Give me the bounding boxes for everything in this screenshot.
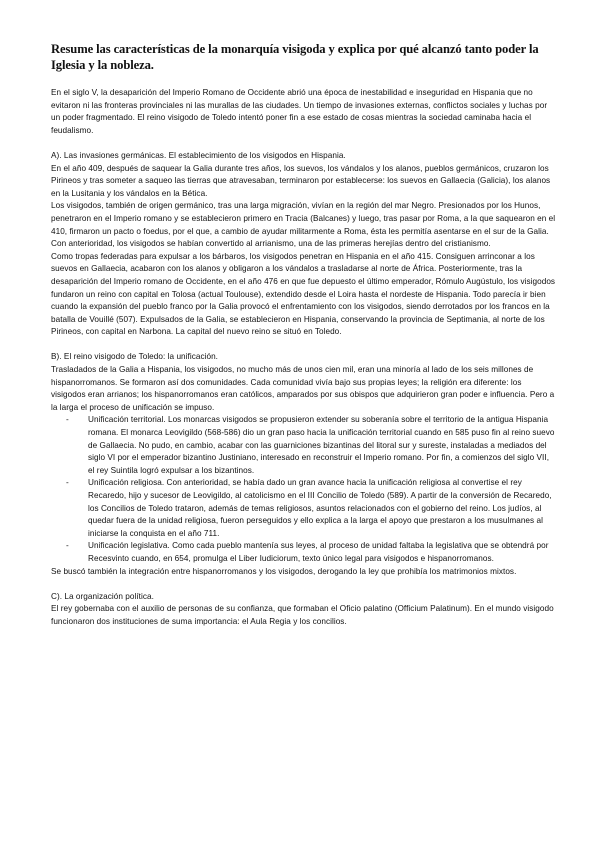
section-b-closing: Se buscó también la integración entre hispanorromanos y los visigodos, derogando la ley que prohibía los matrimonios mixtos. [51, 566, 517, 576]
bullet-dash: - [66, 478, 69, 488]
section-a-paragraph: Como tropas federadas para expulsar a los bárbaros, los visigodos penetran en Hispania en el año 415. Consiguen arrinconar a los suevos en Gallaecia, acabaron con los alanos y obligaron a los vándalos a trasladarse al norte de África. Posteriormente, tras la desaparición del Imperio romano de Occidente, en el año 476 en que fue depuesto el último emperador, Rómulo Augústulo, los visigodos fundaron un reino con capital en Tolosa (actual Toulouse), extendido desde el Loira hasta el nordeste de Hispania. Todo parecía ir bien cuando la expansión del pueblo franco por la Galia provocó el enfrentamiento con los visigodos, siendo derrotados por los francos en la batalla de Vouillé (507). Expulsados de la Galia, se establecieron en Hispania, conservando la provincia de Septimania, al norte de los Pirineos, con capital en Narbona. La capital del nuevo reino se situó en Toledo. [51, 251, 556, 337]
intro-paragraph: En el siglo V, la desaparición del Imperio Romano de Occidente abrió una época de inestabilidad e inseguridad en Hispania que no evitaron ni las fronteras provinciales ni las murallas de las ciudades. Un tiempo de invasiones externas, conflictos sociales y luchas por un poder fragmentado. El reino visigodo de Toledo intentó poner fin a ese estado de cosas mientras la sociedad caminaba hacia el feudalismo. [51, 88, 548, 135]
bullet-text: Unificación territorial. Los monarcas visigodos se propusieron extender su soberanía sobre el territorio de la antigua Hispania romana. El monarca Leovigildo (568-586) dio un gran paso hacia la unificación territorial cuando en 585 puso fin al reino suevo de Gallaecia. No pudo, en cambio, acabar con las guarniciones bizantinas del litoral sur y sureste, instaladas a mediados del siglo VI por el emperador bizantino Justiniano, interesado en reconstruir el Imperio romano. Por fin, a comienzos del siglo VII, el rey Suintila logró expulsar a los bizantinos. [88, 415, 555, 475]
document-body [51, 87, 557, 629]
list-item [51, 414, 557, 477]
list-item [51, 540, 557, 565]
list-item [51, 477, 557, 540]
section-c-heading: C). La organización política. [51, 591, 154, 601]
spacer [51, 137, 557, 150]
unification-list [51, 414, 557, 565]
section-a-paragraph: En el año 409, después de saquear la Galia durante tres años, los suevos, los vándalos y los alanos, pueblos germánicos, cruzaron los Pirineos y tras someter a saqueo las tierras que atravesaban, terminaron por establecerse: los suevos en Gallaecia (Galicia), los alanos en la Lusitania y los vándalos en la Bética. [51, 163, 551, 198]
bullet-dash: - [66, 415, 69, 425]
bullet-dash: - [66, 541, 69, 551]
section-c-paragraph: El rey gobernaba con el auxilio de personas de su confianza, que formaban el Oficio palatino (Officium Palatinum). En el mundo visigodo funcionaron dos instituciones de suma importancia: el Aula Regia y los concilios. [51, 604, 554, 626]
section-b-heading: B). El reino visigodo de Toledo: la unificación. [51, 352, 219, 362]
section-a-paragraph: Los visigodos, también de origen germánico, tras una larga migración, vivían en la región del mar Negro. Presionados por los Hunos, penetraron en el Imperio romano y se establecieron primero en Tracia (Balcanes) y luego, tras pasar por Roma, a la que saquearon en el 410, firmaron un pacto o foedus, por el que, a cambio de ayudar militarmente a Roma, ésta les permitía asentarse en el sur de la Galia. Con anterioridad, los visigodos se habían convertido al arrianismo, una de las primeras herejías dentro del cristianismo. [51, 201, 556, 249]
section-a-heading: A). Las invasiones germánicas. El establecimiento de los visigodos en Hispania. [51, 150, 346, 160]
spacer [51, 339, 557, 352]
spacer [51, 578, 557, 591]
document-title: Resume las características de la monarquía visigoda y explica por qué alcanzó tanto poder la Iglesia y la nobleza. [51, 42, 539, 72]
bullet-text: Unificación religiosa. Con anterioridad, se había dado un gran avance hacia la unificación religiosa al convertise el rey Recaredo, hijo y sucesor de Leovigildo, al catolicismo en el III Concilio de Toledo (589). A partir de la conversión de Recaredo, los Concilios de Toledo trataron, además de temas religiosos, asuntos relacionados con el gobierno del reino. Los judíos, al quedar fuera de la unidad religiosa, fueron perseguidos y ello explica a la larga el apoyo que prestaron a los musulmanes al iniciarse la conquista en el año 711. [88, 478, 552, 538]
bullet-text: Unificación legislativa. Como cada pueblo mantenía sus leyes, al proceso de unidad faltaba la legislativa que se obtendrá por Recesvinto cuando, en 654, promulga el Liber Iudiciorum, texto único legal para visigodos e hispanorromanos. [88, 541, 549, 563]
section-b-intro: Trasladados de la Galia a Hispania, los visigodos, no mucho más de unos cien mil, eran una minoría al lado de los seis millones de hispanorromanos. Se formaron así dos comunidades. Cada comunidad vivía bajo sus propias leyes; la religión era diferente: los visigodos eran arrianos; los hispanorromanos eran católicos, amparados por sus obispos que adquirieron gran poder e influencia. Pero a la larga el proceso de unificación se impuso. [51, 365, 555, 412]
